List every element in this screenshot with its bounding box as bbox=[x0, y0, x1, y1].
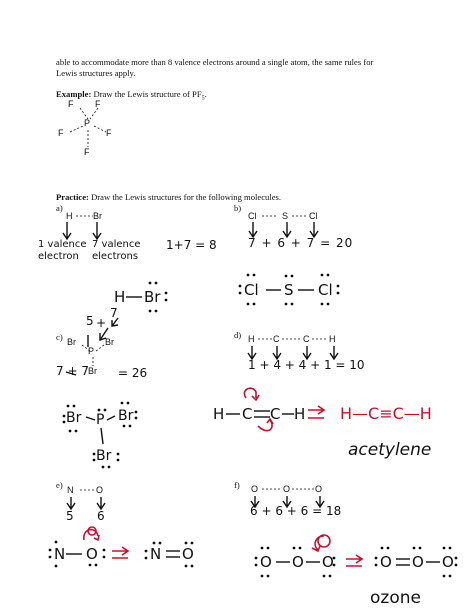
a-answer-br: Br bbox=[144, 288, 161, 306]
a-h: H bbox=[66, 211, 73, 221]
b-dot bbox=[327, 274, 330, 277]
a-br-dot bbox=[165, 299, 168, 302]
f-dot bbox=[293, 547, 296, 550]
b-dot bbox=[285, 275, 288, 278]
c-answer-bond bbox=[101, 428, 103, 444]
e-n6: 6 bbox=[97, 509, 105, 523]
f-answer-o-3: O bbox=[322, 553, 334, 571]
c-sum: 7 + 7 bbox=[56, 364, 89, 378]
f-dot bbox=[449, 575, 452, 578]
a-note-br-1: 7 valence bbox=[92, 239, 141, 250]
c-answer-br-right: Br bbox=[118, 408, 134, 424]
f-dot bbox=[329, 575, 332, 578]
problem-a-letter: a) bbox=[56, 203, 63, 213]
c-bond bbox=[96, 345, 104, 351]
e-dot bbox=[49, 556, 52, 559]
f-answer-o-1: O bbox=[260, 553, 272, 571]
pf5-bond-r bbox=[94, 126, 106, 132]
pf5-bond-ur bbox=[90, 108, 98, 119]
a-br-dot bbox=[149, 310, 152, 313]
f-dot bbox=[267, 547, 270, 550]
b-dot bbox=[291, 303, 294, 306]
f-dot bbox=[267, 575, 270, 578]
example-text: Draw the Lewis structure of PF bbox=[93, 89, 202, 99]
pf5-bond-l bbox=[70, 126, 83, 132]
e-answer-n-2: N bbox=[150, 545, 162, 563]
practice-text: Draw the Lewis structures for the following molecules. bbox=[91, 192, 282, 202]
a-note-h bbox=[38, 239, 87, 263]
f-dot bbox=[261, 547, 264, 550]
b-answer-cl-right: Cl bbox=[318, 281, 333, 299]
e-answer-o-1: O bbox=[86, 545, 98, 563]
e-answer-o-2: O bbox=[182, 545, 194, 563]
f-dot bbox=[381, 547, 384, 550]
e-arrow bbox=[97, 497, 105, 509]
e-arrow bbox=[67, 497, 75, 509]
b-dot bbox=[239, 292, 242, 295]
e-n5: 5 bbox=[66, 509, 74, 523]
f-dot bbox=[443, 547, 446, 550]
c-dot bbox=[69, 430, 72, 433]
a-br: Br bbox=[93, 211, 102, 221]
a-note-h-1: 1 valence bbox=[38, 239, 87, 250]
e-dot bbox=[145, 557, 148, 560]
c-dot bbox=[117, 459, 120, 462]
problem-b-letter: b) bbox=[234, 203, 242, 213]
e-dot bbox=[191, 565, 194, 568]
a-br-dot bbox=[155, 282, 158, 285]
b-sum: 7 + 6 + 7 = 20 bbox=[248, 236, 354, 250]
f-dot bbox=[255, 557, 258, 560]
f-answer-o-6: O bbox=[442, 553, 454, 571]
e-dot bbox=[185, 542, 188, 545]
c-dot bbox=[75, 430, 78, 433]
b-cl-right: Cl bbox=[309, 211, 318, 221]
a-note-br bbox=[92, 239, 141, 263]
f-dot bbox=[323, 575, 326, 578]
c-br-left: Br bbox=[67, 337, 76, 347]
problem-c-letter: c) bbox=[56, 332, 63, 342]
c-n7: 7 bbox=[110, 306, 118, 320]
a-note-br-2: electrons bbox=[92, 251, 139, 262]
example-subscript: 5 bbox=[201, 95, 205, 102]
c-answer-br-down: Br bbox=[96, 448, 112, 464]
f-dot bbox=[387, 547, 390, 550]
b-dot bbox=[253, 274, 256, 277]
intro-line-1: able to accommodate more than 8 valence electrons around a single atom, the same rules for bbox=[56, 57, 374, 67]
e-o: O bbox=[96, 485, 104, 495]
e-dot bbox=[153, 542, 156, 545]
b-dot bbox=[247, 303, 250, 306]
c-dot bbox=[104, 409, 107, 412]
f-dot bbox=[413, 547, 416, 550]
f-dot bbox=[375, 564, 378, 567]
b-answer-cl-left: Cl bbox=[244, 281, 259, 299]
c-dot bbox=[67, 405, 70, 408]
f-sum: 6 + 6 + 6 = 18 bbox=[250, 504, 342, 518]
pf5-f-r: F bbox=[106, 128, 112, 138]
c-n5: 5 bbox=[86, 314, 94, 328]
c-dot bbox=[73, 405, 76, 408]
c-dot bbox=[102, 466, 105, 469]
b-dot bbox=[321, 274, 324, 277]
b-s: S bbox=[282, 211, 289, 221]
e-dot bbox=[55, 541, 58, 544]
c-dot bbox=[63, 415, 66, 418]
b-cl-left: Cl bbox=[248, 211, 257, 221]
f-answer-o-4: O bbox=[380, 553, 392, 571]
f-dot bbox=[449, 547, 452, 550]
pf5-f-ur: F bbox=[95, 99, 101, 109]
d-result: H—C≡C—H bbox=[340, 404, 432, 423]
f-dot bbox=[299, 547, 302, 550]
example-end: . bbox=[204, 89, 207, 99]
intro-line-2: Lewis structures apply. bbox=[56, 68, 136, 78]
b-dot bbox=[285, 303, 288, 306]
f-name: ozone bbox=[370, 588, 421, 608]
f-dot bbox=[455, 557, 458, 560]
c-dot bbox=[63, 421, 66, 424]
d-answer-h-left: H bbox=[213, 405, 225, 423]
e-dot bbox=[49, 549, 52, 552]
f-dot bbox=[261, 575, 264, 578]
e-dot bbox=[103, 556, 106, 559]
e-dot bbox=[55, 565, 58, 568]
c-dot bbox=[127, 402, 130, 405]
pf5-p: P bbox=[84, 118, 91, 128]
f-answer-o-2: O bbox=[292, 553, 304, 571]
c-dot bbox=[98, 409, 101, 412]
b-dot bbox=[291, 275, 294, 278]
practice-heading bbox=[56, 192, 281, 203]
d-answer-c-left: C bbox=[242, 405, 253, 423]
e-dot bbox=[159, 542, 162, 545]
b-dot bbox=[247, 274, 250, 277]
b-arrow bbox=[310, 222, 318, 237]
a-br-dot bbox=[155, 310, 158, 313]
e-dot bbox=[185, 565, 188, 568]
f-dot bbox=[419, 547, 422, 550]
f-o-1: O bbox=[251, 484, 259, 494]
f-o-3: O bbox=[315, 484, 323, 494]
pf5-f-ul: F bbox=[68, 99, 74, 109]
d-h-left: H bbox=[248, 334, 255, 344]
a-arrow-h bbox=[63, 222, 71, 239]
c-answer-bond bbox=[107, 416, 115, 420]
b-dot bbox=[327, 303, 330, 306]
c-dot bbox=[117, 453, 120, 456]
b-arrow bbox=[249, 222, 257, 237]
e-implies-arrow bbox=[112, 547, 128, 558]
d-c-right: C bbox=[303, 334, 310, 344]
b-arrow bbox=[283, 222, 291, 237]
f-dot bbox=[255, 564, 258, 567]
practice-label: Practice: bbox=[56, 192, 89, 202]
d-c-left: C bbox=[273, 334, 280, 344]
f-o-2: O bbox=[283, 484, 291, 494]
b-dot bbox=[337, 285, 340, 288]
f-dot bbox=[443, 575, 446, 578]
c-br-right: Br bbox=[105, 337, 114, 347]
e-dot bbox=[145, 550, 148, 553]
a-note-h-2: electron bbox=[38, 251, 79, 262]
f-dot bbox=[375, 557, 378, 560]
d-answer-c-right: C bbox=[270, 405, 281, 423]
problem-d-letter: d) bbox=[234, 330, 242, 340]
e-n: N bbox=[67, 485, 74, 495]
c-p: P bbox=[88, 346, 95, 356]
pf5-f-down: F bbox=[84, 147, 90, 157]
b-dot bbox=[253, 303, 256, 306]
c-dot bbox=[123, 425, 126, 428]
e-dot bbox=[103, 549, 106, 552]
d-h-right: H bbox=[329, 334, 336, 344]
f-implies-arrow bbox=[346, 555, 362, 566]
c-answer-bond bbox=[86, 417, 95, 420]
b-dot bbox=[321, 303, 324, 306]
d-answer-h-right: H bbox=[294, 405, 306, 423]
example-label: Example: bbox=[56, 89, 92, 99]
problem-f-letter: f) bbox=[234, 480, 240, 490]
pf5-f-l: F bbox=[58, 128, 64, 138]
b-answer-s: S bbox=[284, 281, 294, 299]
c-eq: = 26 bbox=[118, 366, 148, 380]
c-br-down: Br bbox=[88, 366, 97, 376]
c-plus: + bbox=[96, 316, 107, 330]
e-answer-n-1: N bbox=[54, 545, 66, 563]
f-answer-o-5: O bbox=[412, 553, 424, 571]
a-br-dot bbox=[165, 292, 168, 295]
a-answer-h: H bbox=[114, 288, 126, 306]
a-br-dot bbox=[149, 282, 152, 285]
c-answer-br-left: Br bbox=[66, 410, 82, 426]
c-dot bbox=[129, 425, 132, 428]
c-dot bbox=[135, 417, 138, 420]
c-answer-p: P bbox=[96, 412, 105, 428]
f-dot bbox=[455, 564, 458, 567]
a-sum: 1+7 = 8 bbox=[166, 238, 217, 252]
b-dot bbox=[337, 292, 340, 295]
e-dot bbox=[191, 542, 194, 545]
c-dot bbox=[135, 411, 138, 414]
problem-e-letter: e) bbox=[56, 480, 63, 490]
e-dot bbox=[89, 564, 92, 567]
a-arrow-br bbox=[93, 222, 101, 239]
b-dot bbox=[239, 285, 242, 288]
d-name: acetylene bbox=[348, 440, 432, 460]
c-dot bbox=[93, 453, 96, 456]
c-dot bbox=[108, 466, 111, 469]
c-dot bbox=[93, 459, 96, 462]
c-dot bbox=[121, 402, 124, 405]
d-red-arrow bbox=[244, 388, 259, 400]
e-dot bbox=[95, 564, 98, 567]
d-implies-arrow bbox=[308, 406, 324, 418]
d-sum: 1 + 4 + 4 + 1 = 10 bbox=[248, 358, 365, 372]
